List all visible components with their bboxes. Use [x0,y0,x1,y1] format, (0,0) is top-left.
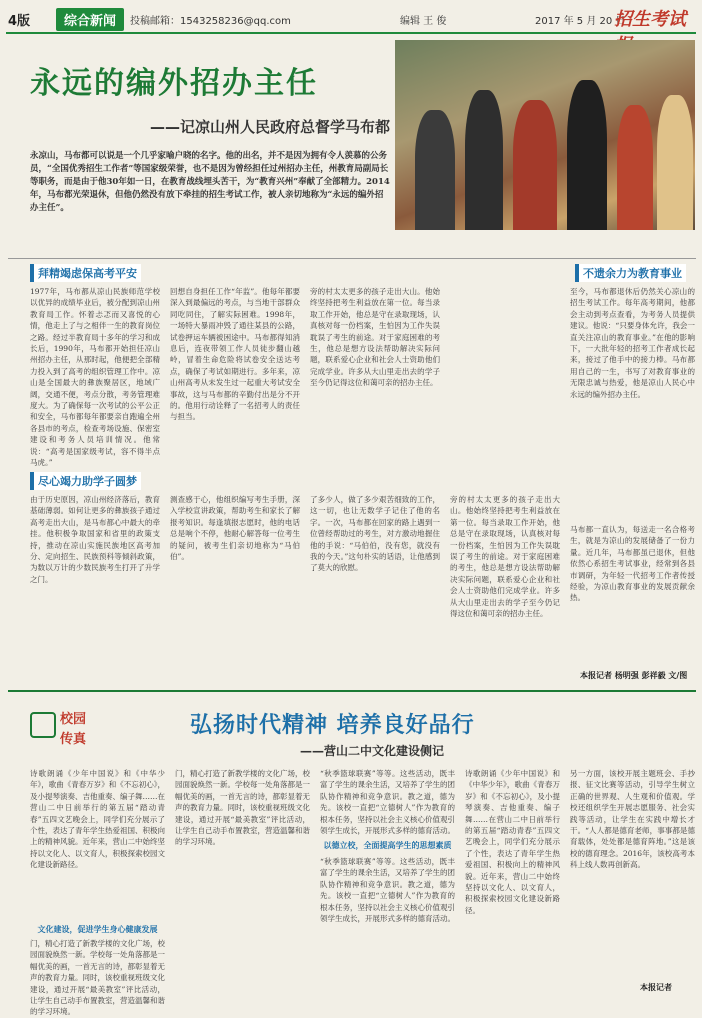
article-byline: 本报记者 杨明强 彭祥毅 文/图 [580,671,688,680]
bottom-column-5: 另一方面，该校开展主题班会、手抄报、征文比赛等活动，引导学生树立正确的世界观、人生观和价值观。学校还组织学生开展志愿服务、社会实践等活动，让学生在实践中增长才干。“人人都是德育老师，事事都是德育载体，处处都是德育阵地。”这是该校的德育理念。2016年，该校高考本科上线人数再创新高。 [570,769,695,870]
lower-column-4: 马布都一直认为，每送走一名合格考生，就是为凉山的发展储备了一份力量。近几年，马布都虽已退休，但他依然心系招生考试事业，经常到各县市调研，为年轻一代招考工作者传授经验，为凉山教育事业的发展贡献余热。 [570,525,695,603]
column-4: 至今，马布都退休后仍然关心凉山的招生考试工作。每年高考期间，他都会主动到考点查看，为考务人员提供建议。他说：“只要身体允许，我会一直关注凉山的教育事业。”在他的影响下，一大批年轻的招考工作者成长起来，接过了他手中的接力棒。马布都用自己的一生，书写了对教育事业的无限忠诚与热爱，他是凉山人民心中永远的编外招办主任。 [570,287,695,399]
article-divider [8,690,696,692]
bottom-section-heading-1: 文化建设，促进学生身心健康发展 [37,925,158,934]
bottom-section-heading-2: 以德立校，全面提高学生的思想素质 [323,841,452,850]
page-number [8,6,30,30]
lower-column-1: 由于历史原因，凉山州经济落后，教育基础薄弱。如何让更多的彝族孩子通过高考走出大山，是马布都心中最大的牵挂。他积极争取国家和省里的政策支持，推动在凉山实施民族地区高考加分、定向招生、民族预科等倾斜政策，为数以万计的少数民族考生打开了升学之门。 [30,495,160,584]
bottom-column-4: 诗歌朗诵《少年中国说》和《中华少年》，歌曲《青春万岁》和《不忘初心》，及小提琴演奏、吉他重奏、编子舞……在营山二中日前举行的第五届“踏动青春”五四文艺晚会上，同学们充分展示了个性，表达了青年学生热爱祖国、积极向上的精神风貌。近年来，营山二中始终坚持以文化人、以文育人，积极探索校园文化建设新路径。 [465,769,560,915]
section-heading-1: 拜精竭虑保高考平安 [30,264,141,282]
newspaper-brand: 招生考试 [614,9,686,30]
page-unit: 版 [17,14,31,29]
lower-column-3b: 旁的村太太更多的孩子走出大山。他始终坚持把考生利益放在第一位。每当录取工作开始，他总是守在录取现场，认真核对每一份档案，生怕因为工作失误耽误了考生的前途。对于家庭困难的考生，他总是想方设法帮助解决实际问题，联系爱心企业和社会人士资助他们完成学业。许多从大山里走出去的学子至今仍记得这位和蔼可亲的招办主任。 [450,495,560,619]
column-2: 回想自身担任工作“年监”。他每年都要深入到最偏远的考点，与当地干部群众同吃同住，了解实际困难。1998年，一场特大暴雨冲毁了通往某县的公路，试卷押运车辆被困途中。马布都得知消息后，连夜带领工作人员徒步翻山越岭，冒着生命危险将试卷安全送达考点，确保了考试如期进行。多年来，凉山州高考从未发生过一起重大考试安全事故，这与马布都的辛勤付出是分不开的。他用行动诠释了一名招考人的责任与担当。 [170,287,300,422]
section-heading-3: 不遗余力为教育事业 [575,264,686,282]
article-subtitle: ——记凉山州人民政府总督学马布都 [150,118,391,136]
bottom-column-3b: “秋季篮球联赛”等等。这些活动，既丰富了学生的课余生活，又培养了学生的团队协作精神和竞争意识。教之道，德为先。该校一直把“立德树人”作为教育的根本任务，坚持以社会主义核心价值观引领学生成长，开展形式多样的德育活动。 [320,857,455,924]
bottom-column-2: 门，精心打造了新教学楼的文化广场，校园面貌焕然一新。学校每一处角落都是一幅优美的画，一首无言的诗，都彰显着无声的教育力量。同时，该校重视班级文化建设，通过开展“最美教室”评比活动，让学生自己动手布置教室，营造温馨和谐的学习环境。 [175,769,310,847]
lower-column-2: 测查感于心，他组织编写考生手册，深入学校宣讲政策，帮助考生和家长了解报考知识。每逢填报志愿时，他的电话总是响个不停，他耐心解答每一位考生的疑问，被考生们亲切地称为“马伯伯”。 [170,495,300,562]
article-title: 永远的编外招办主任 [30,66,318,101]
bottom-article-byline: 本报记者 [640,983,672,992]
header-rule [6,32,696,34]
bottom-article-subtitle: ——营山二中文化建设侧记 [300,744,445,758]
article-intro: 永凉山，马布都可以说是一个几乎家喻户晓的名字。他的出名，并不是因为拥有令人羡慕的公务员，“全国优秀招生工作者”等国家级荣誉，也不是因为曾经担任过州招办主任，州教育局副局长等职务，而是由于他30年如一日，在教育战线埋头苦干，为“教育兴州”奉献了全部精力。2014年，马布都光荣退休，但他仍然没有放下牵挂的招生考试工作，被人亲切地称为“永远的编外招办主任”。 [30,151,390,213]
issue-date: 2017 年 5 月 20 日 [535,16,626,27]
bottom-column-1b: 门，精心打造了新教学楼的文化广场，校园面貌焕然一新。学校每一处角落都是一幅优美的画，一首无言的诗，都彰显着无声的教育力量。同时，该校重视班级文化建设，通过开展“最美教室”评比活动，让学生自己动手布置教室，营造温馨和谐的学习环境。 [30,939,165,1017]
campus-tag-icon [30,712,56,738]
lower-column-3: 了多少人，做了多少艰苦细致的工作，这一切，也让无数学子记住了他的名字。一次，马布都在回家的路上遇到一位曾经帮助过的考生，对方激动地握住他的手说：“马伯伯，没有您，就没有我的今天。”这句朴实的话语，让他感到了莫大的欣慰。 [310,495,440,573]
campus-tag [30,706,90,754]
submission-email: 投稿邮箱：1543258236@qq.com [130,16,291,27]
bottom-column-1: 诗歌朗诵《少年中国说》和《中华少年》，歌曲《青春万岁》和《不忘初心》，及小提琴演奏、吉他重奏、编子舞……在营山二中日前举行的第五届“踏动青春”五四文艺晚会上，同学们充分展示了个性，表达了青年学生热爱祖国、积极向上的精神风貌。近年来，营山二中始终坚持以文化人、以文育人，积极探索校园文化建设新路径。 [30,769,165,870]
campus-tag-line1: 校园 [60,712,87,727]
bottom-article-title: 弘扬时代精神 培养良好品行 [190,712,475,738]
column-3: 旁的村太太更多的孩子走出大山。他始终坚持把考生利益放在第一位。每当录取工作开始，他总是守在录取现场，认真核对每一份档案，生怕因为工作失误耽误了考生的前途。对于家庭困难的考生，他总是想方设法帮助解决实际问题，联系爱心企业和社会人士资助他们完成学业。许多从大山里走出去的学子至今仍记得这位和蔼可亲的招办主任。 [310,287,440,388]
article-photo [395,40,695,230]
page-number-value: 4 [8,14,18,29]
campus-tag-line2: 传真 [60,732,87,747]
intro-divider [8,258,696,259]
column-1: 1977年，马布都从凉山民族师范学校以优异的成绩毕业后，被分配到凉山州教育局工作。怀着忐忑而又喜悦的心情，他走上了与之相伴一生的教育岗位之路。经过半教育局十多年的学习和成长后，1990年，马布都开始担任凉山州招办主任，从那时起，他便把全部精力投入到了高考的组织管理工作中。凉山是全国最大的彝族聚居区，地域广阔，交通不便，考点分散，考务管理难度大。为了确保每一次考试的公平公正和安全，马布都每年都要亲自跑遍全州各县市的考点，检查考场设施、保密室建设和考务人员培训情况。他常说：“高考是国家级考试，容不得半点马虎。” [30,287,160,468]
editor-credit: 编辑 王 俊 [400,16,447,27]
section-heading-2: 尽心竭力助学子圆梦 [30,472,141,490]
section-tag: 综合新闻 [56,8,124,31]
bottom-column-3: “秋季篮球联赛”等等。这些活动，既丰富了学生的课余生活，又培养了学生的团队协作精神和竞争意识。教之道，德为先。该校一直把“立德树人”作为教育的根本任务，坚持以社会主义核心价值观引领学生成长，开展形式多样的德育活动。 [320,769,455,836]
